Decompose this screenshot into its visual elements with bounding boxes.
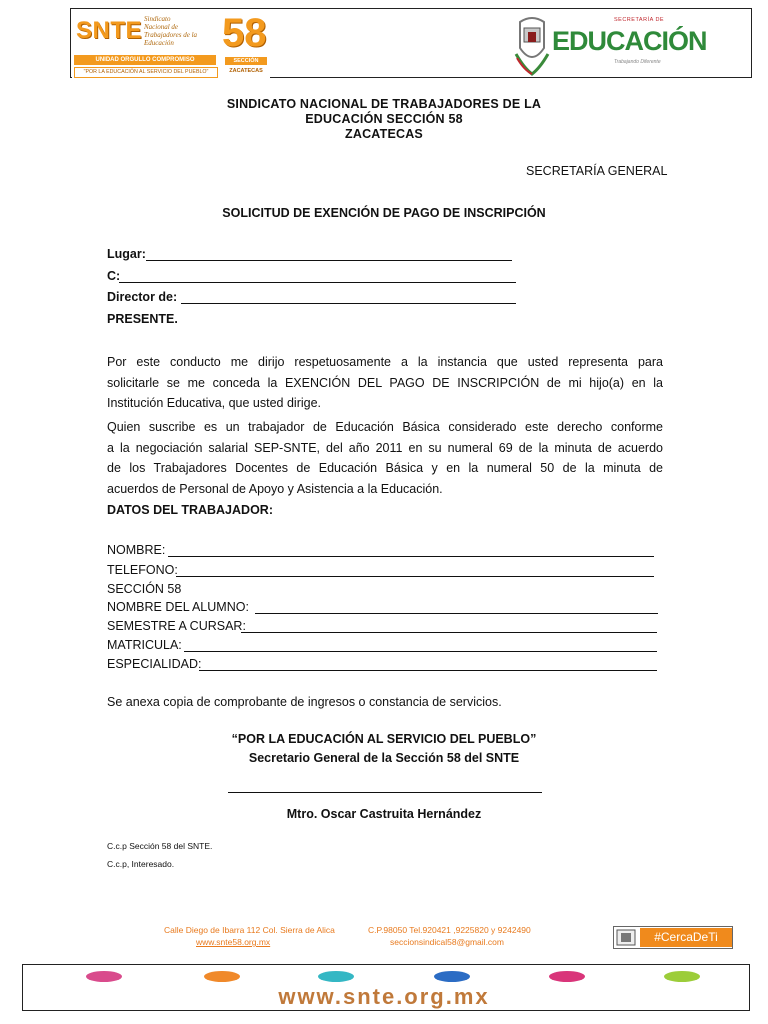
anexa-note: Se anexa copia de comprobante de ingresos o constancia de servicios. — [107, 695, 502, 709]
secretaria-general: SECRETARÍA GENERAL — [526, 164, 668, 178]
decorative-pink-blob — [86, 971, 122, 982]
snte-logo-text: SNTE — [76, 17, 143, 44]
zacatecas-emblem-icon — [616, 929, 636, 946]
lugar-label: Lugar: — [107, 247, 146, 261]
union-title-line2: EDUCACIÓN SECCIÓN 58 — [305, 112, 463, 126]
nombre-label: NOMBRE: — [107, 543, 166, 557]
footer-address: Calle Diego de Ibarra 112 Col. Sierra de Alica — [164, 925, 335, 935]
lugar-line[interactable] — [146, 260, 512, 261]
semestre-line[interactable] — [241, 632, 657, 633]
matricula-label: MATRICULA: — [107, 638, 182, 652]
especialidad-line[interactable] — [199, 670, 657, 671]
decorative-magenta-blob — [549, 971, 585, 982]
alumno-line[interactable] — [255, 613, 658, 614]
snte-motto-bottom: "POR LA EDUCACIÓN AL SERVICIO DEL PUEBLO" — [74, 67, 218, 78]
document-subject: SOLICITUD DE EXENCIÓN DE PAGO DE INSCRIPCIÓN — [222, 206, 546, 220]
especialidad-label: ESPECIALIDAD: — [107, 657, 202, 671]
section-number: 58 — [222, 11, 267, 55]
footer-email: seccionsindical58@gmail.com — [390, 937, 504, 947]
decorative-orange-blob — [204, 971, 240, 982]
union-title-line3: ZACATECAS — [345, 127, 423, 141]
snte-motto-bar: UNIDAD ORGULLO COMPROMISO — [74, 55, 216, 65]
ccp-line-2: C.c.p, Interesado. — [107, 859, 175, 869]
telefono-line[interactable] — [176, 576, 654, 577]
signature-line — [228, 792, 542, 793]
paragraph-request: Por este conducto me dirijo respetuosamente a la instancia que usted representa para solicitarle se me conceda la EXENCIÓN DEL PAGO DE INSCRIPCIÓN de mi hijo(a) en la Institución Educativa, que usted dirige. — [107, 355, 663, 410]
section-label: SECCIÓN — [225, 57, 267, 65]
cercadeti-badge — [613, 926, 733, 949]
semestre-label: SEMESTRE A CURSAR: — [107, 619, 246, 633]
director-line[interactable] — [181, 303, 516, 304]
director-label: Director de: — [107, 290, 178, 304]
secretaria-educacion-logo — [514, 14, 707, 76]
closing-role: Secretario General de la Sección 58 del SNTE — [248, 751, 520, 765]
closing-motto: “POR LA EDUCACIÓN AL SERVICIO DEL PUEBLO” — [231, 732, 537, 746]
snte-seccion58-logo — [72, 11, 270, 78]
alumno-label: NOMBRE DEL ALUMNO: — [107, 600, 249, 614]
matricula-line[interactable] — [184, 651, 657, 652]
edu-small-text: SECRETARÍA DE — [614, 17, 665, 23]
edu-logo-text: EDUCACIÓN — [552, 26, 707, 56]
c-line[interactable] — [119, 282, 516, 283]
decorative-blue-blob — [434, 971, 470, 982]
telefono-label: TELEFONO: — [107, 563, 178, 577]
datos-heading: DATOS DEL TRABAJADOR: — [107, 503, 273, 517]
section-state: ZACATECAS — [229, 68, 263, 74]
footer-phones: C.P.98050 Tel.920421 ,9225820 y 9242490 — [368, 925, 531, 935]
footer-website-link[interactable]: www.snte58.org.mx — [196, 937, 271, 947]
presente-label: PRESENTE. — [107, 312, 178, 326]
cercadeti-hashtag: #CercaDeTi — [640, 928, 732, 947]
decorative-teal-blob — [318, 971, 354, 982]
ccp-line-1: C.c.p Sección 58 del SNTE. — [107, 841, 213, 851]
paragraph-legal-basis: Quien suscribe es un trabajador de Educación Básica considerado este derecho conforme a la negociación salarial SEP-SNTE, del año 2011 en su numeral 69 de la minuta de acuerdo de los Trabajadores Docentes de Educación Básica y en la numeral 50 de la minuta de acuerdos de Personal de Apoyo y Asistencia a la Educación. — [107, 420, 663, 496]
union-title-line1: SINDICATO NACIONAL DE TRABAJADORES DE LA — [226, 97, 542, 111]
footer-www-link[interactable]: www.snte.org.mx — [278, 984, 490, 1009]
decorative-green-blob — [664, 971, 700, 982]
edu-tagline: Trabajando Diferente — [614, 59, 661, 65]
zacatecas-shield-icon — [514, 14, 550, 76]
signer-name: Mtro. Oscar Castruita Hernández — [286, 807, 482, 821]
c-label: C: — [107, 269, 121, 283]
nombre-line[interactable] — [168, 556, 654, 557]
snte-logo-subtext: Sindicato Nacional de Trabajadores de la Educación — [144, 15, 198, 47]
seccion-label: SECCIÓN 58 — [107, 582, 182, 596]
